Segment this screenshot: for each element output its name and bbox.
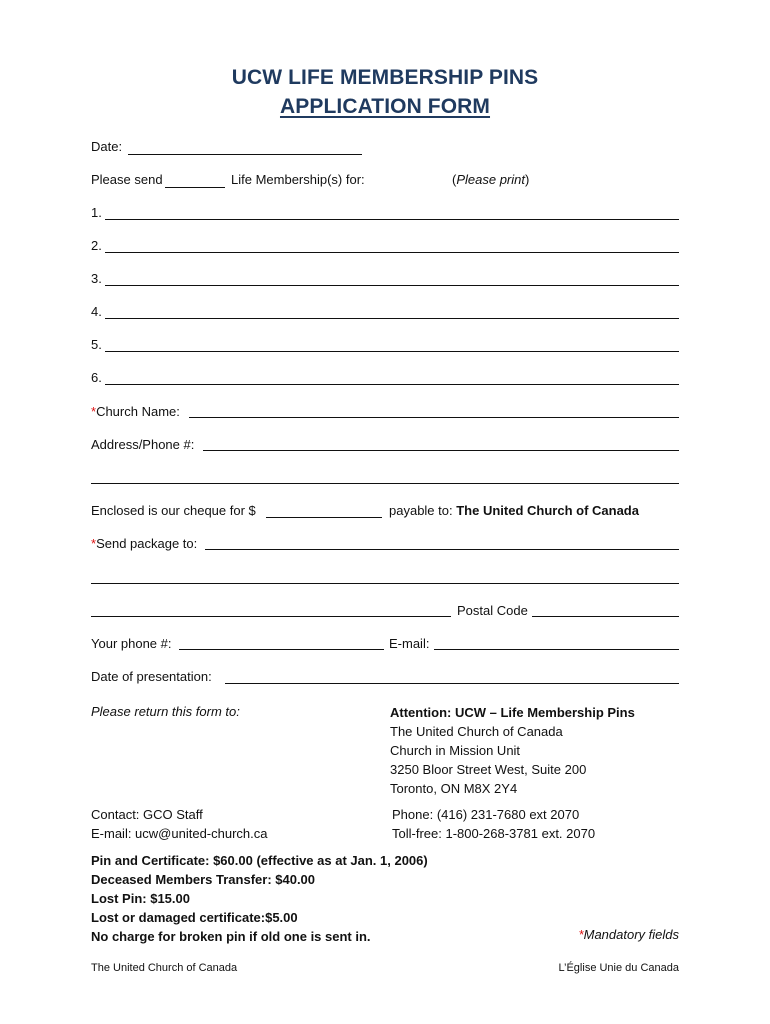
return-label: Please return this form to: bbox=[91, 704, 240, 719]
member-name-field-1[interactable] bbox=[105, 219, 679, 220]
contact-staff: Contact: GCO Staff bbox=[91, 807, 203, 822]
email-label: E-mail: bbox=[389, 636, 430, 651]
required-asterisk: * bbox=[91, 536, 97, 551]
cheque-label: Enclosed is our cheque for $ bbox=[91, 503, 256, 518]
date-presentation-field[interactable] bbox=[225, 683, 679, 684]
cheque-amount-field[interactable] bbox=[266, 517, 382, 518]
member-name-field-3[interactable] bbox=[105, 285, 679, 286]
attention-line: Attention: UCW – Life Membership Pins bbox=[390, 705, 635, 720]
member-name-field-4[interactable] bbox=[105, 318, 679, 319]
send-package-field-line2[interactable] bbox=[91, 583, 679, 584]
your-phone-label: Your phone #: bbox=[91, 636, 172, 651]
fee-item: Deceased Members Transfer: $40.00 bbox=[91, 872, 316, 887]
fee-item: Lost Pin: $15.00 bbox=[91, 891, 190, 906]
date-label: Date: bbox=[91, 139, 123, 154]
address-line-1: The United Church of Canada bbox=[390, 724, 563, 739]
phone-block bbox=[392, 805, 595, 843]
member-name-field-2[interactable] bbox=[105, 252, 679, 253]
item-number-2: 2. bbox=[91, 238, 102, 253]
life-membership-label: Life Membership(s) for: bbox=[231, 172, 365, 187]
mandatory-fields-note: *Mandatory fields bbox=[578, 927, 679, 942]
your-phone-field[interactable] bbox=[179, 649, 384, 650]
member-name-field-5[interactable] bbox=[105, 351, 679, 352]
address-line-3: 3250 Bloor Street West, Suite 200 bbox=[390, 762, 587, 777]
form-title: UCW LIFE MEMBERSHIP PINS bbox=[231, 66, 539, 89]
required-asterisk: * bbox=[91, 404, 97, 419]
date-field[interactable] bbox=[128, 154, 362, 155]
fee-item: No charge for broken pin if old one is sent in. bbox=[91, 929, 371, 944]
send-package-field-line3[interactable] bbox=[91, 616, 451, 617]
footer-left: The United Church of Canada bbox=[91, 962, 238, 974]
postal-code-label: Postal Code bbox=[457, 603, 528, 618]
postal-code-field[interactable] bbox=[532, 616, 679, 617]
required-asterisk: * bbox=[578, 927, 584, 942]
fees-list bbox=[91, 851, 428, 946]
phone-main: Phone: (416) 231-7680 ext 2070 bbox=[392, 807, 580, 822]
address-phone-field[interactable] bbox=[203, 450, 679, 451]
address-line-4: Toronto, ON M8X 2Y4 bbox=[390, 781, 518, 796]
fee-item: Pin and Certificate: $60.00 (effective as at Jan. 1, 2006) bbox=[91, 853, 428, 868]
item-number-3: 3. bbox=[91, 271, 102, 286]
payee-name: The United Church of Canada bbox=[456, 503, 639, 518]
address-phone-label: Address/Phone #: bbox=[91, 437, 195, 452]
item-number-1: 1. bbox=[91, 205, 102, 220]
please-print-note: (Please print) bbox=[452, 172, 530, 187]
membership-count-field[interactable] bbox=[165, 187, 225, 188]
form-subtitle bbox=[0, 95, 770, 119]
send-package-label: *Send package to: bbox=[91, 536, 198, 551]
email-field[interactable] bbox=[434, 649, 679, 650]
mailing-address bbox=[390, 703, 635, 798]
church-name-label: *Church Name: bbox=[91, 404, 180, 419]
address-line-2: Church in Mission Unit bbox=[390, 743, 521, 758]
contact-email: E-mail: ucw@united-church.ca bbox=[91, 826, 268, 841]
send-package-field[interactable] bbox=[205, 549, 679, 550]
contact-block bbox=[91, 805, 267, 843]
address-phone-field-line2[interactable] bbox=[91, 483, 679, 484]
fee-item: Lost or damaged certificate:$5.00 bbox=[91, 910, 298, 925]
please-send-label: Please send bbox=[91, 172, 163, 187]
phone-tollfree: Toll-free: 1-800-268-3781 ext. 2070 bbox=[392, 826, 596, 841]
church-name-field[interactable] bbox=[189, 417, 679, 418]
member-name-field-6[interactable] bbox=[105, 384, 679, 385]
item-number-6: 6. bbox=[91, 370, 102, 385]
form-subtitle-text: APPLICATION FORM bbox=[279, 95, 491, 118]
date-presentation-label: Date of presentation: bbox=[91, 669, 212, 684]
footer-right: L’Église Unie du Canada bbox=[558, 962, 679, 974]
item-number-4: 4. bbox=[91, 304, 102, 319]
item-number-5: 5. bbox=[91, 337, 102, 352]
payable-to-label: payable to: The United Church of Canada bbox=[389, 503, 639, 518]
